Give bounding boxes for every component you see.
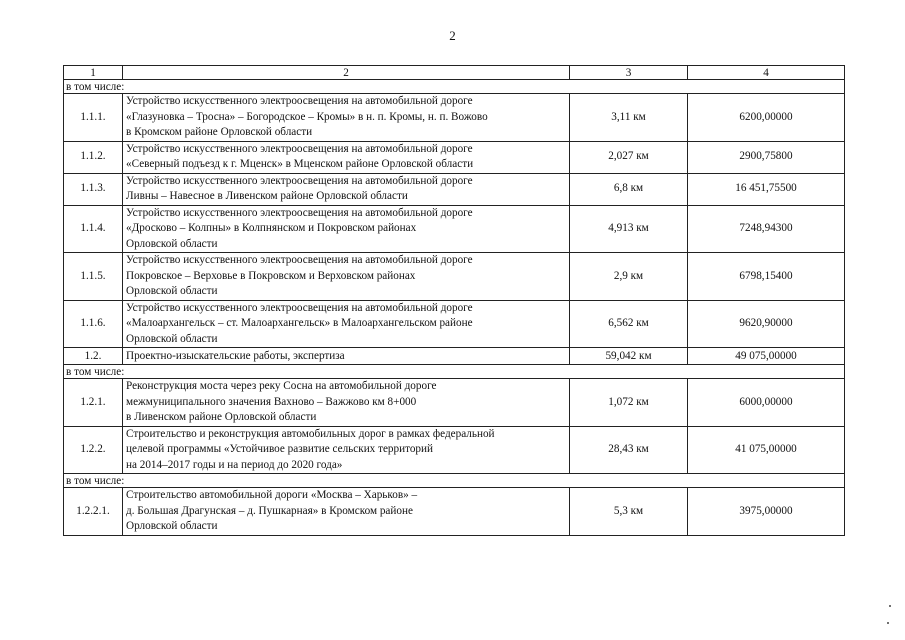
- item-description: [123, 205, 570, 253]
- scan-speck: [887, 622, 889, 624]
- road-length: 2,027 км: [570, 141, 688, 173]
- description-line: д. Большая Драгунская – д. Пушкарная» в Кромском районе: [126, 504, 413, 517]
- item-number: 1.1.2.: [64, 141, 123, 173]
- road-length: 59,042 км: [570, 348, 688, 365]
- amount: 3975,00000: [688, 488, 845, 536]
- amount: 16 451,75500: [688, 173, 845, 205]
- description-line: Орловской области: [126, 285, 218, 297]
- table-row: [64, 173, 845, 205]
- road-length: 6,562 км: [570, 300, 688, 348]
- table-row: [64, 141, 845, 173]
- scan-speck: [889, 605, 891, 607]
- amount: 41 075,00000: [688, 426, 845, 474]
- description-line: Строительство автомобильной дороги «Москва – Харьков» –: [126, 489, 418, 501]
- description-line: «Глазуновка – Тросна» – Богородское – Кромы» в н. п. Кромы, н. п. Вожово: [126, 110, 488, 123]
- subtotal-label-row: [64, 80, 845, 94]
- description-line: Ливны – Навесное в Ливенском районе Орловской области: [126, 190, 408, 202]
- item-number: 1.1.4.: [64, 205, 123, 253]
- description-line: целевой программы «Устойчивое развитие сельских территорий: [126, 443, 433, 455]
- item-number: 1.2.1.: [64, 379, 123, 427]
- page-number: 2: [449, 28, 456, 43]
- item-description: [123, 173, 570, 205]
- description-line: Орловской области: [126, 237, 218, 250]
- item-description: [123, 348, 570, 365]
- description-line: межмуниципального значения Вахново – Важжово км 8+000: [126, 395, 417, 408]
- subtotal-label-row: [64, 365, 845, 379]
- description-line: Покровское – Верховье в Покровском и Верховском районах: [126, 269, 416, 282]
- column-header-4: 4: [688, 66, 845, 80]
- road-length: 4,913 км: [570, 205, 688, 253]
- item-description: [123, 426, 570, 474]
- item-number: 1.1.1.: [64, 94, 123, 142]
- item-number: 1.1.3.: [64, 173, 123, 205]
- item-number: 1.2.2.1.: [64, 488, 123, 536]
- subtotal-label-row: [64, 474, 845, 488]
- item-description: [123, 94, 570, 142]
- table-row: [64, 348, 845, 365]
- road-length: 5,3 км: [570, 488, 688, 536]
- road-length: 6,8 км: [570, 173, 688, 205]
- item-number: 1.2.2.: [64, 426, 123, 474]
- item-number: 1.2.: [64, 348, 123, 365]
- description-line: Проектно-изыскательские работы, экспертиза: [126, 350, 345, 362]
- column-header-2: 2: [123, 66, 570, 80]
- appropriations-table: [63, 65, 845, 536]
- in-that-number-label: в том числе:: [64, 474, 845, 488]
- table-row: [64, 205, 845, 253]
- description-line: Устройство искусственного электроосвещения на автомобильной дороге: [126, 95, 473, 107]
- description-line: Устройство искусственного электроосвещения на автомобильной дороге: [126, 254, 473, 266]
- description-line: Устройство искусственного электроосвещения на автомобильной дороге: [126, 174, 473, 187]
- description-line: в Кромском районе Орловской области: [126, 126, 313, 138]
- description-line: Устройство искусственного электроосвещения на автомобильной дороге: [126, 142, 473, 155]
- road-length: 2,9 км: [570, 253, 688, 301]
- item-description: [123, 488, 570, 536]
- amount: 6000,00000: [688, 379, 845, 427]
- item-description: [123, 141, 570, 173]
- in-that-number-label: в том числе:: [64, 365, 845, 379]
- column-header-3: 3: [570, 66, 688, 80]
- amount: 7248,94300: [688, 205, 845, 253]
- in-that-number-label: в том числе:: [64, 80, 845, 94]
- description-line: на 2014–2017 годы и на период до 2020 года»: [126, 458, 343, 471]
- road-length: 3,11 км: [570, 94, 688, 142]
- amount: 6798,15400: [688, 253, 845, 301]
- description-line: «Северный подъезд к г. Мценск» в Мценском районе Орловской области: [126, 158, 474, 170]
- item-number: 1.1.6.: [64, 300, 123, 348]
- road-length: 1,072 км: [570, 379, 688, 427]
- description-line: в Ливенском районе Орловской области: [126, 411, 317, 423]
- item-number: 1.1.5.: [64, 253, 123, 301]
- description-line: Устройство искусственного электроосвещения на автомобильной дороге: [126, 301, 473, 314]
- table-row: [64, 426, 845, 474]
- item-description: [123, 300, 570, 348]
- amount: 6200,00000: [688, 94, 845, 142]
- description-line: Устройство искусственного электроосвещения на автомобильной дороге: [126, 206, 473, 219]
- amount: 49 075,00000: [688, 348, 845, 365]
- table-row: [64, 379, 845, 427]
- description-line: Строительство и реконструкция автомобильных дорог в рамках федеральной: [126, 427, 495, 440]
- column-header-1: 1: [64, 66, 123, 80]
- table-body: [64, 80, 845, 536]
- description-line: Орловской области: [126, 520, 218, 532]
- amount: 9620,90000: [688, 300, 845, 348]
- item-description: [123, 253, 570, 301]
- table-row: [64, 94, 845, 142]
- road-length: 28,43 км: [570, 426, 688, 474]
- description-line: Реконструкция моста через реку Сосна на автомобильной дороге: [126, 380, 437, 392]
- table-row: [64, 253, 845, 301]
- description-line: «Малоархангельск – ст. Малоархангельск» в Малоархангельском районе: [126, 317, 473, 329]
- table-row: [64, 300, 845, 348]
- description-line: Орловской области: [126, 332, 218, 345]
- table-row: [64, 488, 845, 536]
- table-header-row: [64, 66, 845, 80]
- amount: 2900,75800: [688, 141, 845, 173]
- description-line: «Дросково – Колпны» в Колпнянском и Покровском районах: [126, 222, 417, 234]
- item-description: [123, 379, 570, 427]
